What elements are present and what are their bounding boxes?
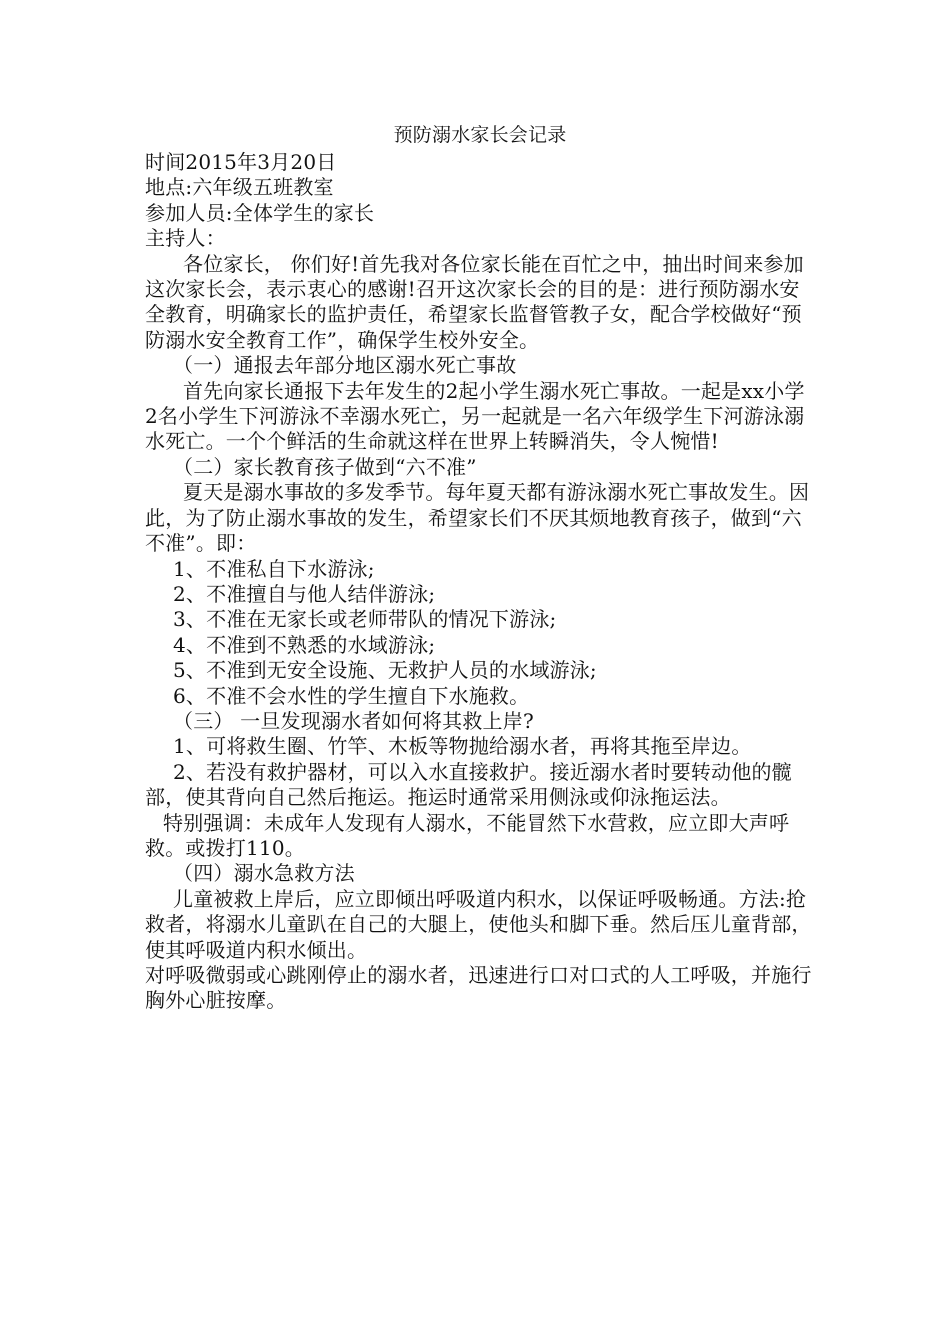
rule-item: 5、不准到无安全设施、无救护人员的水域游泳;: [173, 658, 597, 683]
section-3-title: （三） 一旦发现溺水者如何将其救上岸?: [173, 708, 534, 733]
section-1-title: （一）通报去年部分地区溺水死亡事故: [173, 353, 517, 378]
section-3-item-2: 2、若没有救护器材，可以入水直接救护。接近溺水者时要转动他的髋部，使其背向自己然后拖运。拖运时通常采用侧泳或仰泳拖运法。: [145, 759, 792, 810]
rule-item: 1、不准私自下水游泳;: [173, 556, 375, 581]
rule-item: 3、不准在无家长或老师带队的情况下游泳;: [173, 607, 557, 632]
section-2-body: 夏天是溺水事故的多发季节。每年夏天都有游泳溺水死亡事故发生。因此，为了防止溺水事故的发生，希望家长们不厌其烦地教育孩子，做到“六不准”。即：: [145, 480, 810, 556]
meeting-time: 时间2015年3月20日: [145, 150, 337, 174]
section-1-body: 首先向家长通报下去年发生的2起小学生溺水死亡事故。一起是xx小学2名小学生下河游泳不幸溺水死亡，另一起就是一名六年级学生下河游泳溺水死亡。一个个鲜活的生命就这样在世界上转瞬消失，令人惋惜!: [145, 378, 805, 454]
meeting-place: 地点:六年级五班教室: [145, 175, 334, 200]
section-3-item-1: 1、可将救生圈、竹竿、木板等物抛给溺水者，再将其拖至岸边。: [173, 734, 752, 759]
section-3-note: 特别强调：未成年人发现有人溺水，不能冒然下水营救，应立即大声呼救。或拨打110。: [145, 810, 790, 860]
meeting-attendees: 参加人员:全体学生的家长: [145, 200, 375, 225]
document-body: [145, 123, 815, 1014]
document-title: 预防溺水家长会记录: [393, 124, 567, 146]
intro-paragraph: 各位家长， 你们好!首先我对各位家长能在百忙之中，抽出时间来参加这次家长会，表示衷心的感谢!召开这次家长会的目的是：进行预防溺水安全教育，明确家长的监护责任，希望家长监督管教子女，配合学校做好“预防溺水安全教育工作”，确保学生校外安全。: [145, 251, 804, 352]
section-4-body-1: 儿童被救上岸后，应立即倾出呼吸道内积水，以保证呼吸畅通。方法:抢救者，将溺水儿童趴在自己的大腿上，使他头和脚下垂。然后压儿童背部，使其呼吸道内积水倾出。: [145, 886, 812, 962]
rule-item: 4、不准到不熟悉的水域游泳;: [173, 632, 436, 657]
meeting-host: 主持人：: [145, 226, 226, 251]
rule-item: 2、不准擅自与他人结伴游泳;: [173, 581, 436, 606]
section-2-title: （二）家长教育孩子做到“六不准”: [173, 454, 477, 479]
section-4-body-2: 对呼吸微弱或心跳刚停止的溺水者，迅速进行口对口式的人工呼吸，并施行胸外心脏按摩。: [145, 963, 812, 1013]
rule-item: 6、不准不会水性的学生擅自下水施救。: [173, 683, 530, 708]
section-4-title: （四）溺水急救方法: [173, 861, 355, 886]
